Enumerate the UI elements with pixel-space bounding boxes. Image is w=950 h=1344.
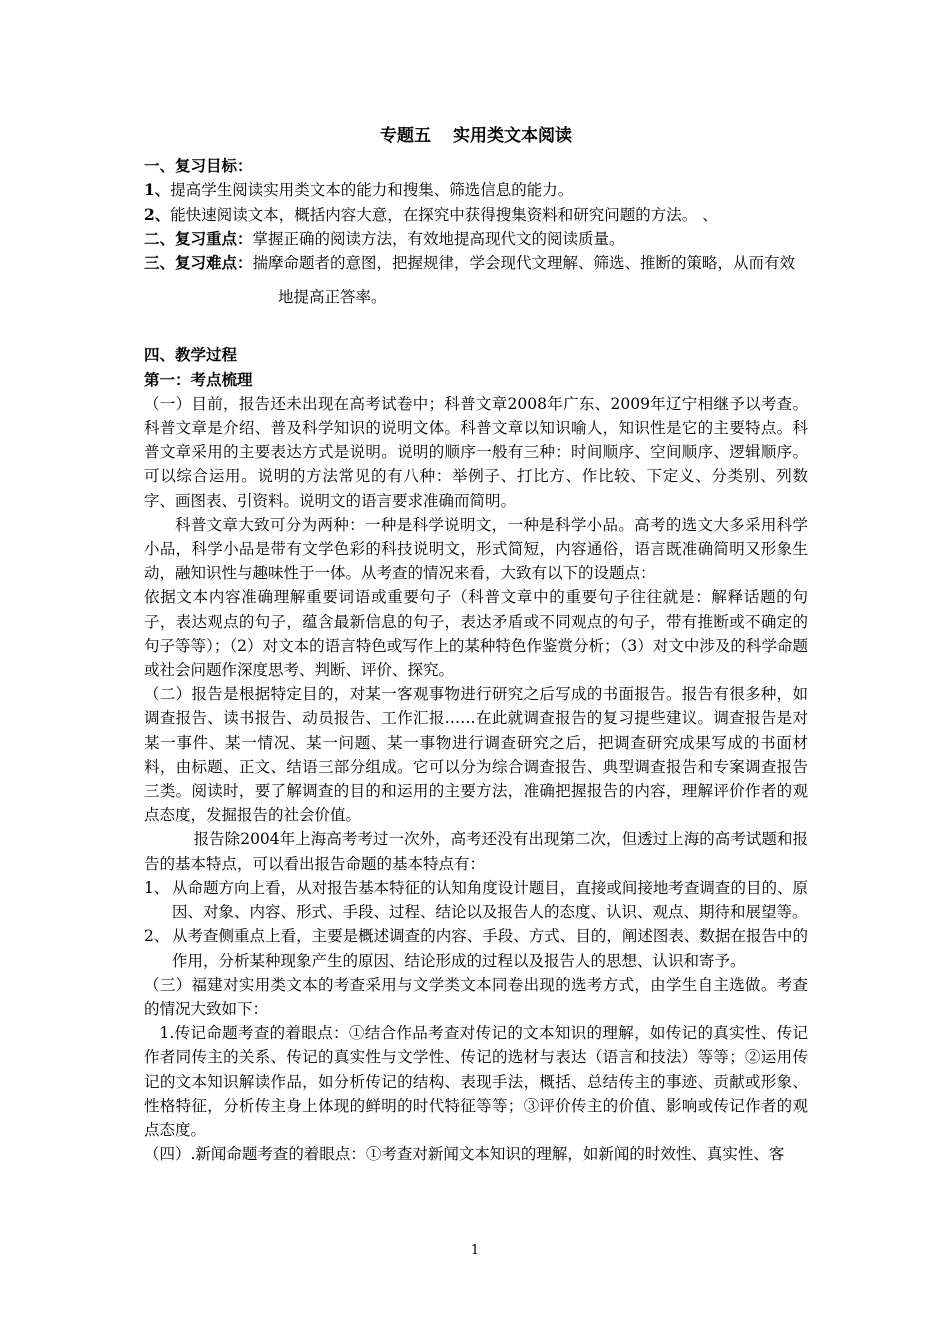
paragraph-1: （一）目前，报告还未出现在高考试卷中；科普文章2008年广东、2009年辽宁相继予以考查。科普文章是介绍、普及科学知识的说明文体。科普文章以知识喻人，知识性是它的主要特点。科普文章采用的主要表达方式是说明。说明的顺序一般有三种：时间顺序、空间顺序、逻辑顺序。可以综合运用。说明的方法常见的有八种：举例子、打比方、作比较、下定义、分类别、列数字、画图表、引资料。说明文的语言要求准确而简明。 xyxy=(144,394,808,510)
difficulty-text: 揣摩命题者的意图，把握规律，学会现代文理解、筛选、推断的策略，从而有效 xyxy=(252,254,796,273)
paragraph-4: （二）报告是根据特定目的，对某一客观事物进行研究之后写成的书面报告。报告有很多种，如调查报告、读书报告、动员报告、工作汇报……在此就调查报告的复习提些建议。调查报告是对某一事件、某一情况、某一问题、某一事物进行调查研究之后，把调查研究成果写成的书面材料，由标题、正文、结语三部分组成。它可以分为综合调查报告、典型调查报告和专案调查报告三类。阅读时，要了解调查的目的和运用的主要方法，准确把握报告的内容，理解评价作者的观点态度，发掘报告的社会价值。 xyxy=(144,685,808,825)
goal-item-2-num: 2、 xyxy=(144,204,171,224)
process-heading: 四、教学过程 xyxy=(144,345,238,365)
key-point xyxy=(144,227,808,251)
difficulty-label: 三、复习难点： xyxy=(144,253,253,273)
difficulty-continuation: 地提高正答率。 xyxy=(278,288,387,307)
paragraph-7: 1.传记命题考查的着眼点：①结合作品考查对传记的文本知识的理解，如传记的真实性、传记作者同传主的关系、传记的真实性与文学性、传记的选材与表达（语言和技法）等等；②运用传记的文本知识解读作品，如分析传记的结构、表现手法，概括、总结传主的事迹、贡献或形象、性格特征，分析传主身上体现的鲜明的时代特征等等；③评价传主的价值、影响或传记作者的观点态度。 xyxy=(144,1024,808,1139)
goal-item-2-text: 能快速阅读文本，概括内容大意，在探究中获得搜集资料和研究问题的方法。 、 xyxy=(170,205,718,224)
goal-item-1 xyxy=(144,178,808,202)
list-item-text: 从命题方向上看，从对报告基本特征的认知角度设计题目，直接或间接地考查调查的目的、原因、对象、内容、形式、手段、过程、结论以及报告人的态度、认识、观点、期待和展望等。 xyxy=(172,878,808,922)
list-item xyxy=(144,924,808,972)
list-item-num: 1、 xyxy=(144,878,170,897)
title-part-2: 实用类文本阅读 xyxy=(453,126,572,146)
document-body xyxy=(144,124,808,1166)
goal-item-1-num: 1、 xyxy=(144,180,171,200)
difficulty xyxy=(144,251,808,275)
paragraph-2: 科普文章大致可分为两种：一种是科学说明文，一种是科学小品。高考的选文大多采用科学小品，科学小品是带有文学色彩的科技说明文，形式简短，内容通俗，语言既准确简明又形象生动，融知识性与趣味性于一体。从考查的情况来看，大致有以下的设题点： xyxy=(144,515,808,583)
process-subheading: 第一：考点梳理 xyxy=(144,369,253,389)
list-item xyxy=(144,876,808,924)
list-item-num: 2、 xyxy=(144,927,170,946)
page-number: 1 xyxy=(470,1243,480,1258)
paragraph-6: （三）福建对实用类文本的考查采用与文学类文本同卷出现的选考方式，由学生自主选做。考查的情况大致如下： xyxy=(144,975,808,1018)
goal-item-1-text: 提高学生阅读实用类文本的能力和搜集、筛选信息的能力。 xyxy=(170,181,574,200)
paragraph-8: （四）.新闻命题考查的着眼点：①考查对新闻文本知识的理解，如新闻的时效性、真实性、客 xyxy=(144,1145,785,1164)
goal-item-2 xyxy=(144,203,808,227)
paragraph-3: 依据文本内容准确理解重要词语或重要句子（科普文章中的重要句子往往就是：解释话题的句子，表达观点的句子，蕴含最新信息的句子，表达矛盾或不同观点的句子，带有推断或不确定的句子等等）；（2）对文本的语言特色或写作上的某种特色作鉴赏分析；（3）对文中涉及的科学命题或社会问题作深度思考、判断、评价、探究。 xyxy=(144,588,808,680)
page-title xyxy=(144,124,808,148)
key-point-text: 掌握正确的阅读方法，有效地提高现代文的阅读质量。 xyxy=(252,229,625,248)
paragraph-5: 报告除2004年上海高考考过一次外，高考还没有出现第二次，但透过上海的高考试题和报告的基本特点，可以看出报告命题的基本特点有： xyxy=(144,830,808,873)
list-item-text: 从考查侧重点上看，主要是概述调查的内容、手段、方式、目的，阐述图表、数据在报告中的作用，分析某种现象产生的原因、结论形成的过程以及报告人的思想、认识和寄予。 xyxy=(172,927,808,970)
title-part-1: 专题五 xyxy=(380,126,431,146)
goals-heading: 一、复习目标： xyxy=(144,156,253,176)
key-point-label: 二、复习重点： xyxy=(144,228,253,248)
